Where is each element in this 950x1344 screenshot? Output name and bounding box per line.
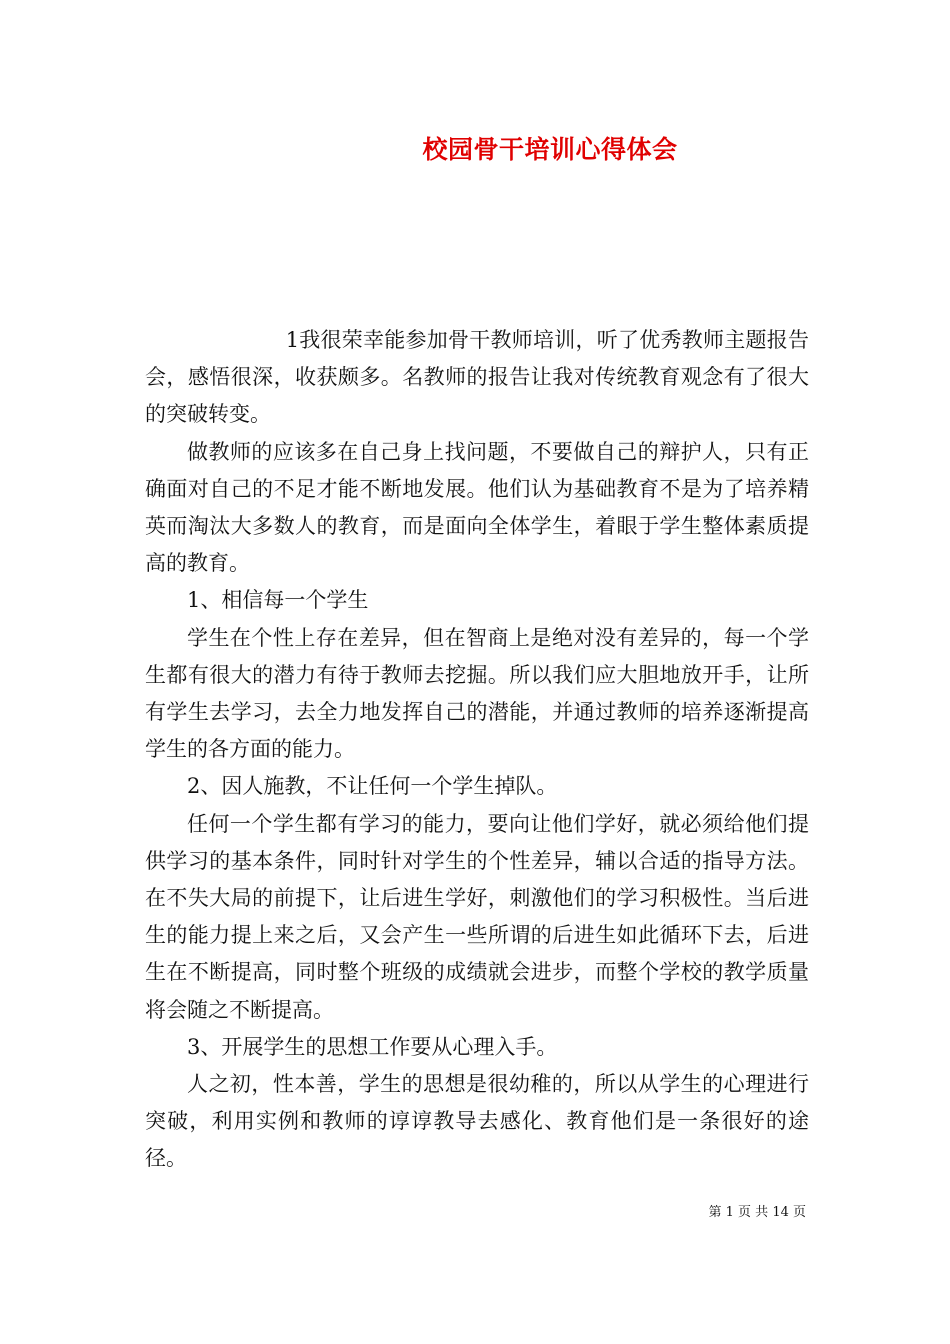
heading-point-1: 1、相信每一个学生 — [187, 588, 369, 613]
paragraph-point-1: 学生在个性上存在差异，但在智商上是绝对没有差异的，每一个学生都有很大的潜力有待于教师去挖掘。所以我们应大胆地放开手，让所有学生去学习，去全力地发挥自己的潜能，并通过教师的培养逐渐提高学生的各方面的能力。 — [145, 625, 809, 762]
document-title: 校园骨干培训心得体会 — [422, 135, 678, 164]
paragraph-point-2: 任何一个学生都有学习的能力，要向让他们学好，就必须给他们提供学习的基本条件，同时针对学生的个性差异，辅以合适的指导方法。在不失大局的前提下，让后进生学好，刺激他们的学习积极性。当后进生的能力提上来之后，又会产生一些所谓的后进生如此循环下去，后进生在不断提高，同时整个班级的成绩就会进步，而整个学校的教学质量将会随之不断提高。 — [145, 811, 809, 1022]
document-body — [145, 322, 809, 1178]
paragraph-teacher-reflection: 做教师的应该多在自己身上找问题，不要做自己的辩护人，只有正确面对自己的不足才能不断地发展。他们认为基础教育不是为了培养精英而淘汰大多数人的教育，而是面向全体学生，着眼于学生整体素质提高的教育。 — [145, 439, 809, 576]
heading-point-3: 3、开展学生的思想工作要从心理入手。 — [187, 1034, 558, 1059]
paragraph-point-3: 人之初，性本善，学生的思想是很幼稚的，所以从学生的心理进行突破，利用实例和教师的谆谆教导去感化、教育他们是一条很好的途径。 — [145, 1072, 809, 1171]
page-footer: 第 1 页 共 14 页 — [708, 1205, 806, 1220]
paragraph-intro: 1我很荣幸能参加骨干教师培训，听了优秀教师主题报告会，感悟很深，收获颇多。名教师的报告让我对传统教育观念有了很大的突破转变。 — [145, 328, 809, 427]
heading-point-2: 2、因人施教，不让任何一个学生掉队。 — [187, 774, 558, 799]
